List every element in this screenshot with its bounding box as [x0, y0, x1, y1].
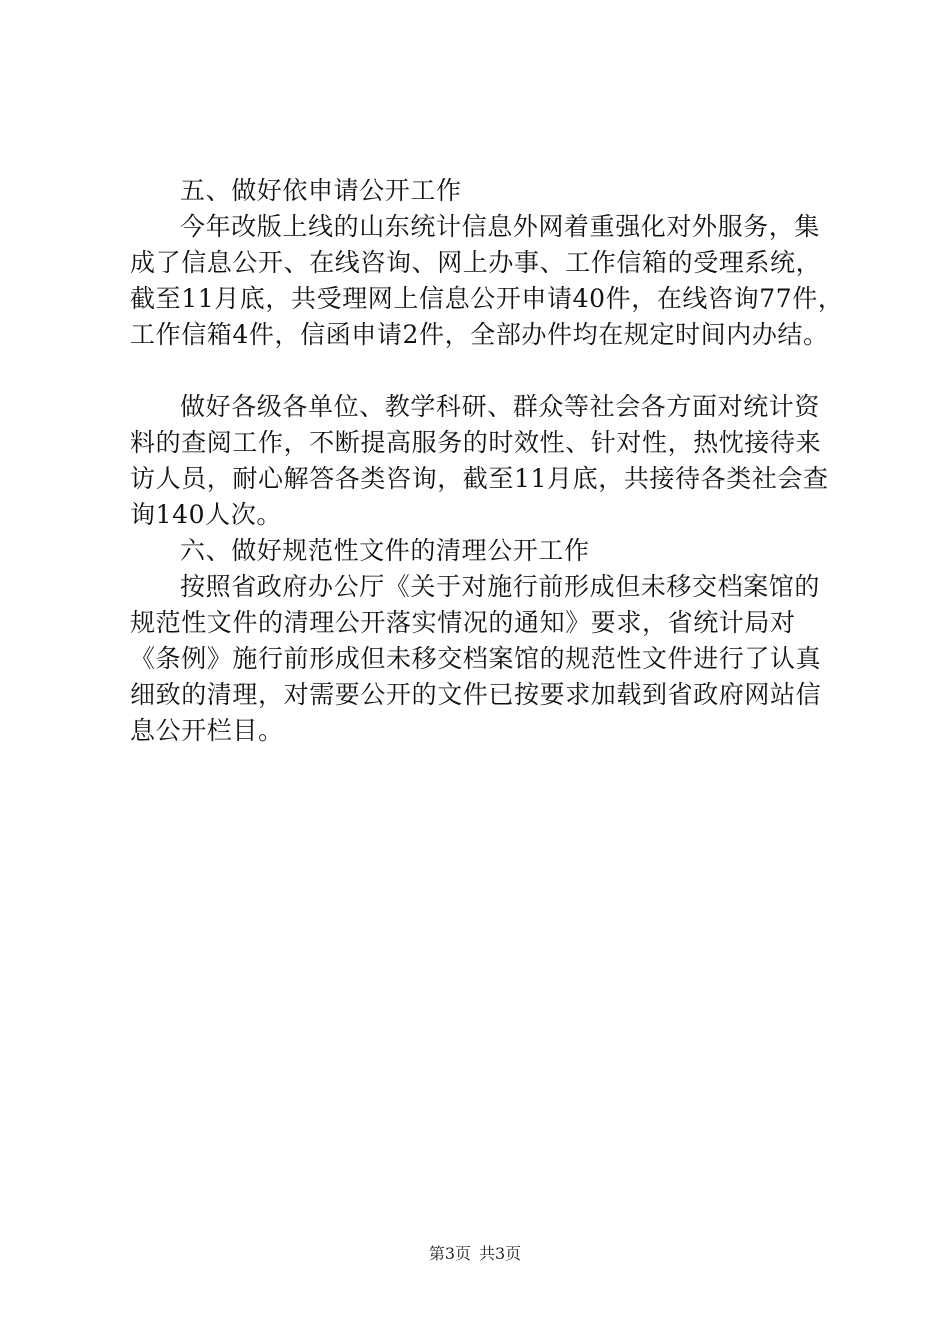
section-heading-6: 六、做好规范性文件的清理公开工作: [180, 536, 590, 565]
document-body: [130, 173, 844, 749]
paragraph-line: 工作信箱4件，信函申请2件，全部办件均在规定时间内办结。: [130, 320, 829, 349]
paragraph-online-requests: [130, 209, 844, 353]
paragraph-spacer: [130, 353, 830, 389]
paragraph-line: 做好各级各单位、教学科研、群众等社会各方面对统计资: [180, 392, 821, 421]
page-number-current: 第3页: [428, 1244, 471, 1263]
paragraph-line: 今年改版上线的山东统计信息外网着重强化对外服务，集: [180, 212, 821, 241]
paragraph-document-cleanup: [130, 569, 830, 749]
paragraph-line: 规范性文件的清理公开落实情况的通知》要求，省统计局对: [130, 608, 796, 637]
paragraph-line: 细致的清理，对需要公开的文件已按要求加载到省政府网站信: [130, 680, 822, 709]
paragraph-line: 成了信息公开、在线咨询、网上办事、工作信箱的受理系统，: [130, 248, 822, 277]
page-footer: [0, 1243, 950, 1265]
paragraph-line: 询140人次。: [130, 500, 282, 529]
paragraph-line: 《条例》施行前形成但未移交档案馆的规范性文件进行了认真: [130, 644, 822, 673]
paragraph-line: 按照省政府办公厅《关于对施行前形成但未移交档案馆的: [180, 572, 821, 601]
paragraph-line: 截至11月底，共受理网上信息公开申请40件，在线咨询77件，: [130, 284, 844, 313]
paragraph-consultation: [130, 389, 830, 533]
paragraph-line: 息公开栏目。: [130, 716, 284, 745]
page-number-total: 共3页: [479, 1244, 522, 1263]
section-heading-5: 五、做好依申请公开工作: [180, 176, 462, 205]
paragraph-line: 料的查阅工作，不断提高服务的时效性、针对性，热忱接待来: [130, 428, 822, 457]
paragraph-line: 访人员，耐心解答各类咨询，截至11月底，共接待各类社会查: [130, 464, 829, 493]
